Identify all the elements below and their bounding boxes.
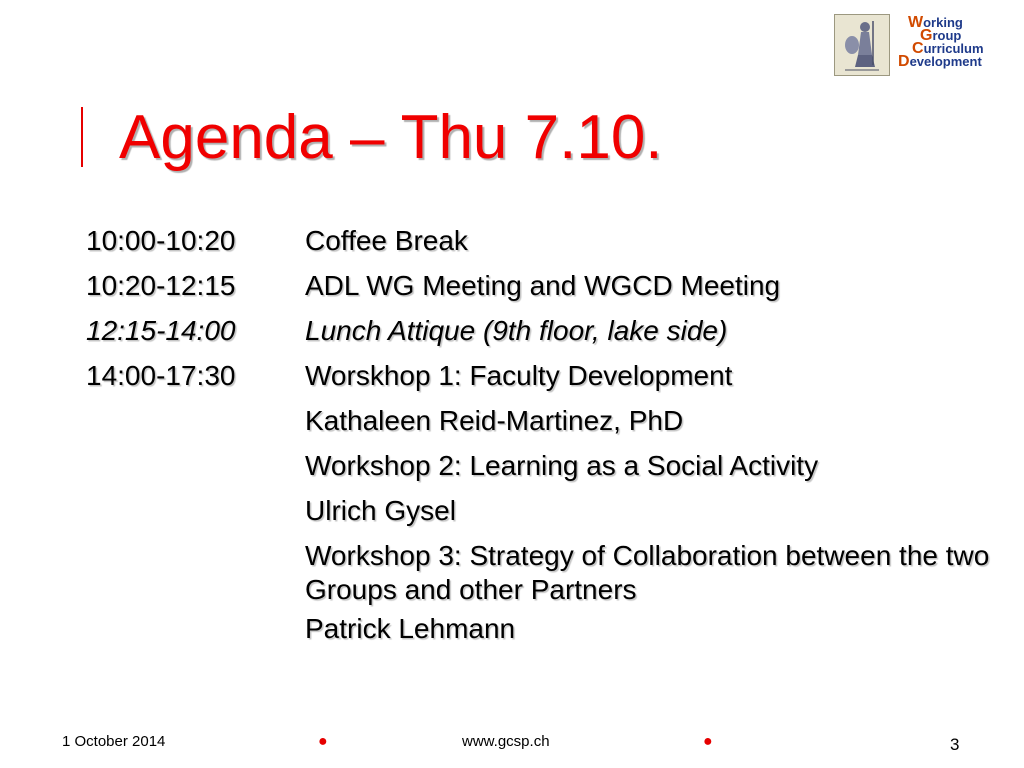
agenda-description: Patrick Lehmann — [305, 613, 516, 644]
agenda-description: Workshop 3: Strategy of Collaboration between the two Groups and other Partners — [305, 540, 990, 605]
logo-line-group: Group — [920, 27, 962, 44]
agenda-row — [86, 224, 996, 258]
agenda-time — [86, 539, 305, 607]
agenda-time — [86, 404, 305, 438]
agenda-row — [86, 404, 996, 438]
agenda-time — [86, 612, 305, 646]
footer-bullet-icon: ● — [703, 733, 713, 750]
agenda-description: Lunch Attique (9th floor, lake side) — [305, 315, 728, 346]
agenda-description: Ulrich Gysel — [305, 495, 456, 526]
logo-line-curriculum: Curriculum — [912, 40, 984, 57]
agenda-row — [86, 314, 996, 348]
agenda-time: 10:20-12:15 — [86, 270, 236, 301]
logo-wordmark — [898, 16, 984, 68]
logo-line-development: Development — [898, 53, 982, 70]
title-accent-bar — [81, 107, 83, 167]
agenda-row — [86, 359, 996, 393]
athena-emblem-icon — [834, 14, 890, 76]
agenda-description: Workshop 2: Learning as a Social Activity — [305, 450, 819, 481]
agenda-description: Coffee Break — [305, 225, 468, 256]
footer-url[interactable]: www.gcsp.ch — [462, 733, 550, 750]
agenda-time — [86, 449, 305, 483]
agenda-list — [86, 224, 996, 657]
agenda-description: ADL WG Meeting and WGCD Meeting — [305, 270, 781, 301]
agenda-time: 10:00-10:20 — [86, 225, 236, 256]
slide-title: Agenda – Thu 7.10. — [119, 103, 663, 172]
agenda-time: 14:00-17:30 — [86, 360, 236, 391]
logo-line-working: Working — [908, 14, 963, 31]
agenda-time — [86, 494, 305, 528]
agenda-description: Worskhop 1: Faculty Development — [305, 360, 733, 391]
agenda-time: 12:15-14:00 — [86, 315, 236, 346]
footer-date: 1 October 2014 — [62, 733, 166, 750]
agenda-row — [86, 612, 996, 646]
page-number: 3 — [950, 735, 960, 754]
footer-bullet-icon: ● — [318, 733, 328, 750]
agenda-row — [86, 449, 996, 483]
agenda-description: Kathaleen Reid-Martinez, PhD — [305, 405, 684, 436]
agenda-row — [86, 269, 996, 303]
agenda-row — [86, 539, 996, 607]
wgcd-logo — [834, 14, 994, 78]
agenda-row — [86, 494, 996, 528]
